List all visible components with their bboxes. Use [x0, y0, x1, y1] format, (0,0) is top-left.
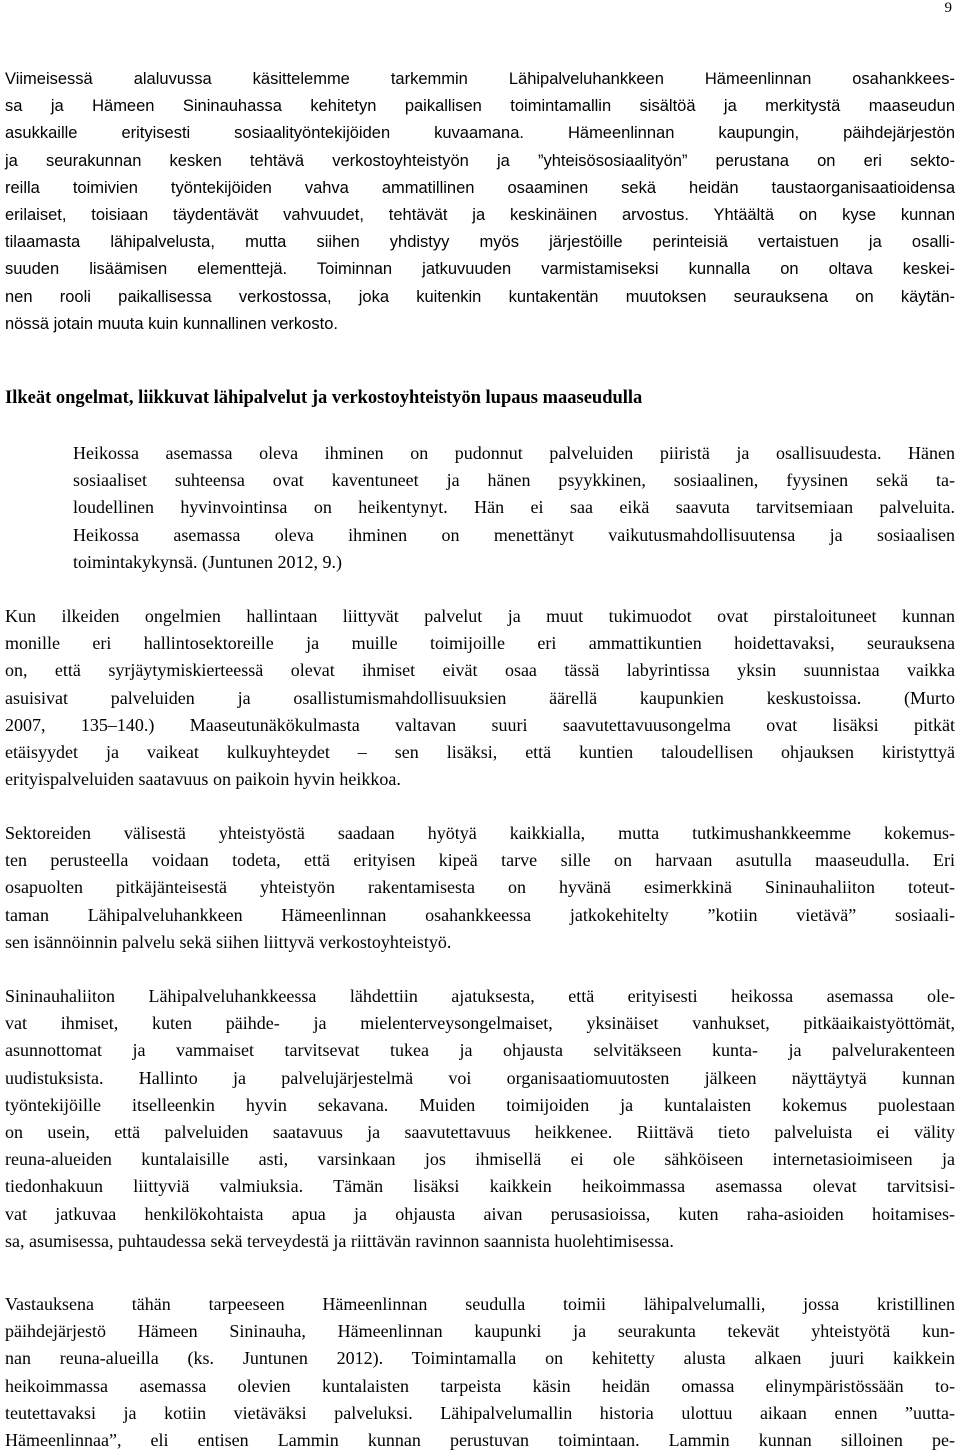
intro-line: erilaiset, toisiaan täydentävät vahvuudet, tehtävät ja keskinäinen arvostus. Yhtäältä on kyse kunnan: [5, 206, 955, 225]
intro-line: suuden lisäämisen elementtejä. Toiminnan jatkuvuuden varmistamiseksi kunnalla on oltava keskei-: [5, 260, 955, 279]
paragraph-line: ten perusteella voidaan todeta, että erityisen kipeä tarve sille on harvaan asutulla maaseudulla. Eri: [5, 850, 955, 871]
paragraph-2: [5, 603, 955, 793]
paragraph-line: asuisivat palveluiden ja osallistumismahdollisuuksien äärellä kaupunkien keskustoissa. (Murto: [5, 687, 955, 708]
paragraph-4: [5, 983, 955, 1255]
paragraph-line: sen isännöinnin palvelu sekä siihen liittyvä verkostoyhteistyö.: [5, 931, 452, 952]
paragraph-line: Sininauhaliiton Lähipalveluhankkeessa lähdettiin ajatuksesta, että erityisesti heikossa asemassa ole-: [5, 986, 955, 1006]
paragraph-5: [5, 1291, 955, 1454]
paragraph-line: Kun ilkeiden ongelmien hallintaan liittyvät palvelut ja muut tukimuodot ovat pirstaloituneet kunnan: [5, 606, 955, 626]
paragraph-line: taman Lähipalveluhankkeen Hämeenlinnan osahankkeessa jatkokehitelty ”kotiin vietävä” sosiaali-: [5, 904, 955, 925]
intro-line: reilla toimivien työntekijöiden vahva ammatillinen osaaminen sekä heidän taustaorganisaatioidensa: [5, 178, 955, 197]
paragraph-line: Hämeenlinnaa”, eli entisen Lammin kunnan perustuvan toimintaan. Lammin kunnan silloinen pe-: [5, 1430, 955, 1451]
paragraph-line: työntekijöille itselleenkin hyvin sekavana. Muiden toimijoiden ja kuntalaisten kokemus puolestaan: [5, 1094, 955, 1115]
intro-line: ja seurakunnan kesken tehtävä verkostoyhteistyön ja ”yhteisösosiaalityön” perustana on eri sekto-: [5, 151, 955, 170]
quote-line: Heikossa asemassa oleva ihminen on pudonnut palveluiden piiristä ja osallisuudesta. Hänen: [73, 443, 955, 463]
intro-paragraph: [5, 66, 955, 338]
paragraph-line: uudistuksista. Hallinto ja palvelujärjestelmä voi organisaatiomuutosten jälkeen näyttäytyä kunnan: [5, 1067, 955, 1088]
paragraph-line: tiedonhakuun liittyviä valmiuksia. Tämän lisäksi kaikkein heikoimmassa asemassa olevat tarvitsisi-: [5, 1176, 955, 1197]
quote-line: sosiaaliset suhteensa ovat kaventuneet ja hänen psyykkinen, sosiaalinen, fyysinen sekä ta-: [73, 470, 955, 491]
paragraph-line: heikoimmassa asemassa olevien kuntalaisten tarpeista käsin heidän omassa elinympäristössään to-: [5, 1375, 955, 1396]
paragraph-line: on, että syrjäytymiskierteessä olevat ihmiset eivät osaa tässä labyrintissa yksin suunnistaa vaikka: [5, 660, 955, 681]
paragraph-line: 2007, 135–140.) Maaseutunäkökulmasta valtavan suuri saavutettavuusongelma ovat lisäksi pitkät: [5, 714, 955, 735]
paragraph-line: Sektoreiden välisestä yhteistyöstä saadaan hyötyä kaikkialla, mutta tutkimushankkeemme kokemus-: [5, 823, 955, 843]
intro-line: sa ja Hämeen Sininauhassa kehitetyn paikallisen toimintamallin sisältöä ja merkitystä maaseudun: [5, 97, 955, 116]
page-number: 9: [944, 0, 952, 16]
paragraph-line: nan reuna-alueilla (ks. Juntunen 2012). Toimintamalla on kehitetty alusta alkaen juuri kaikkein: [5, 1348, 955, 1369]
paragraph-line: vat jatkuvaa henkilökohtaista apua ja ohjausta aivan perusasioissa, kuten raha-asioiden hoitamises-: [5, 1203, 955, 1224]
quote-line: toimintakykynsä. (Juntunen 2012, 9.): [73, 551, 342, 572]
paragraph-line: osapuolten pitkäjänteisestä yhteistyön rakentamisesta on hyvänä esimerkkinä Sininauhaliiton toteut-: [5, 877, 955, 898]
block-quote: [73, 440, 955, 576]
paragraph-line: päihdejärjestö Hämeen Sininauha, Hämeenlinnan kaupunki ja seurakunta tekevät yhteistyötä kun-: [5, 1321, 955, 1342]
paragraph-line: reuna-alueiden kuntalaisille asti, varsinkaan jos ihmisellä ei ole sähköiseen internetasioimiseen ja: [5, 1149, 955, 1170]
paragraph-line: asunnottomat ja vammaiset tarvitsevat tukea ja ohjausta selvitäkseen kunta- ja palvelurakenteen: [5, 1040, 955, 1061]
paragraph-line: Vastauksena tähän tarpeeseen Hämeenlinnan seudulla toimii lähipalvelumalli, jossa kristillinen: [5, 1294, 955, 1314]
paragraph-line: on usein, että palveluiden saatavuus ja saavutettavuus heikkenee. Riittävä tieto palveluista ei välity: [5, 1122, 955, 1143]
quote-line: loudellinen hyvinvointinsa on heikentynyt. Hän ei saa eikä saavuta tarvitsemiaan palveluita.: [73, 497, 955, 518]
paragraph-line: sa, asumisessa, puhtaudessa sekä terveydestä ja riittävän ravinnon saannista huolehtimisessa.: [5, 1230, 674, 1251]
intro-line: asukkaille erityisesti sosiaalityöntekijöiden kuvaamana. Hämeenlinnan kaupungin, päihdejärjestön: [5, 124, 955, 143]
intro-line: nössä jotain muuta kuin kunnallinen verkosto.: [5, 314, 338, 333]
intro-line: tilaamasta lähipalvelusta, mutta siihen yhdistyy myös järjestöille perinteisiä vertaistuen ja osalli-: [5, 233, 955, 252]
paragraph-line: monille eri hallintosektoreille ja muille toimijoille eri ammattikuntien hoidettavaksi, seurauksena: [5, 633, 955, 654]
paragraph-line: vat ihmiset, kuten päihde- ja mielenterveysongelmaiset, yksinäiset vanhukset, pitkäaikaistyöttömät,: [5, 1013, 955, 1034]
quote-line: Heikossa asemassa oleva ihminen on menettänyt vaikutusmahdollisuutensa ja sosiaalisen: [73, 524, 955, 545]
paragraph-3: [5, 820, 955, 956]
paragraph-line: etäisyydet ja vaikeat kulkuyhteydet – sen lisäksi, että kuntien taloudellisen ohjauksen kiristyttyä: [5, 742, 955, 763]
paragraph-line: erityispalveluiden saatavuus on paikoin hyvin heikkoa.: [5, 769, 401, 790]
section-heading: Ilkeät ongelmat, liikkuvat lähipalvelut ja verkostoyhteistyön lupaus maaseudulla: [5, 388, 643, 408]
intro-line: Viimeisessä alaluvussa käsittelemme tarkemmin Lähipalveluhankkeen Hämeenlinnan osahankkees-: [5, 70, 955, 88]
paragraph-line: teutettavaksi ja kotiin vietäväksi palveluksi. Lähipalvelumallin historia ulottuu aikaan ennen ”uutta-: [5, 1402, 955, 1423]
intro-line: nen rooli paikallisessa verkostossa, joka kuitenkin kuntakentän muutoksen seurauksena on käytän-: [5, 287, 955, 306]
